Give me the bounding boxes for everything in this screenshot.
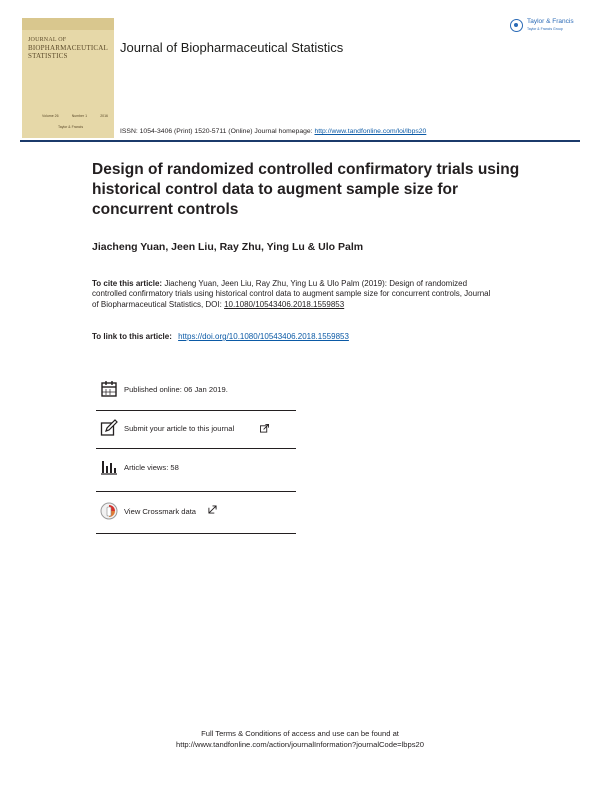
cover-publisher: Taylor & Francis — [58, 125, 84, 129]
submit-article-link[interactable]: Submit your article to this journal — [124, 424, 235, 433]
journal-title: Journal of Biopharmaceutical Statistics — [120, 40, 344, 55]
edit-icon — [100, 419, 118, 437]
publisher-logo — [510, 17, 585, 37]
crossmark-icon — [100, 502, 118, 520]
cover-title-line1: JOURNAL OF — [28, 37, 67, 43]
article-views: Article views: 58 — [124, 463, 179, 472]
published-date: Published online: 06 Jan 2019. — [124, 385, 228, 394]
crossmark-row[interactable] — [96, 502, 296, 522]
publisher-logo-name: Taylor & Francis — [527, 18, 574, 25]
cover-title — [28, 36, 110, 60]
issn-line — [120, 128, 426, 135]
submit-row[interactable] — [96, 419, 296, 439]
cover-title-line2: BIOPHARMACEUTICAL — [28, 44, 109, 52]
cover-issue-info — [42, 114, 108, 118]
cover-year: 2016 — [100, 114, 108, 118]
calendar-icon — [100, 380, 118, 398]
citation-label: To cite this article: — [92, 279, 165, 288]
header-rule — [20, 140, 580, 142]
publisher-logo-icon — [510, 19, 523, 32]
article-doi-link[interactable]: https://doi.org/10.1080/10543406.2018.1559853 — [178, 332, 349, 341]
issn-text: ISSN: 1054-3406 (Print) 1520-5711 (Online) Journal homepage: — [120, 128, 315, 135]
external-link-icon — [208, 505, 217, 514]
cover-band — [22, 18, 114, 30]
crossmark-link[interactable]: View Crossmark data — [124, 507, 197, 516]
citation-text: Jiacheng Yuan, Jeen Liu, Ray Zhu, Ying Lu & Ulo Palm (2019): Design of randomized controlled confirmatory trials using historical control data to augment sample size for concurrent controls, Journal of Biopharmaceutical Statistics, DOI: — [92, 279, 491, 309]
article-title: Design of randomized controlled confirmatory trials using historical control data to augment sample size for concurrent controls — [92, 161, 520, 218]
citation-block — [92, 279, 492, 310]
article-link-line — [92, 332, 349, 341]
link-label: To link to this article: — [92, 332, 175, 341]
footer-terms-url[interactable]: http://www.tandfonline.com/action/journalInformation?journalCode=lbps20 — [175, 740, 424, 749]
external-link-icon — [260, 424, 269, 433]
views-row — [96, 458, 296, 478]
citation-doi: 10.1080/10543406.2018.1559853 — [224, 299, 345, 309]
cover-title-line3: STATISTICS — [28, 52, 68, 60]
bar-chart-icon — [100, 458, 118, 476]
divider — [96, 491, 296, 492]
divider — [96, 533, 296, 534]
divider — [96, 410, 296, 411]
footer — [0, 728, 600, 750]
footer-terms: Full Terms & Conditions of access and use can be found at — [201, 729, 399, 738]
cover-issue: Number 1 — [71, 114, 88, 118]
journal-cover-image — [22, 18, 114, 138]
published-row — [96, 380, 296, 400]
journal-homepage-link[interactable]: http://www.tandfonline.com/loi/lbps20 — [314, 128, 427, 135]
article-authors: Jiacheng Yuan, Jeen Liu, Ray Zhu, Ying Lu & Ulo Palm — [92, 241, 364, 253]
divider — [96, 448, 296, 449]
publisher-logo-tagline: Taylor & Francis Group — [527, 27, 563, 31]
cover-volume: Volume 26 — [42, 114, 59, 118]
